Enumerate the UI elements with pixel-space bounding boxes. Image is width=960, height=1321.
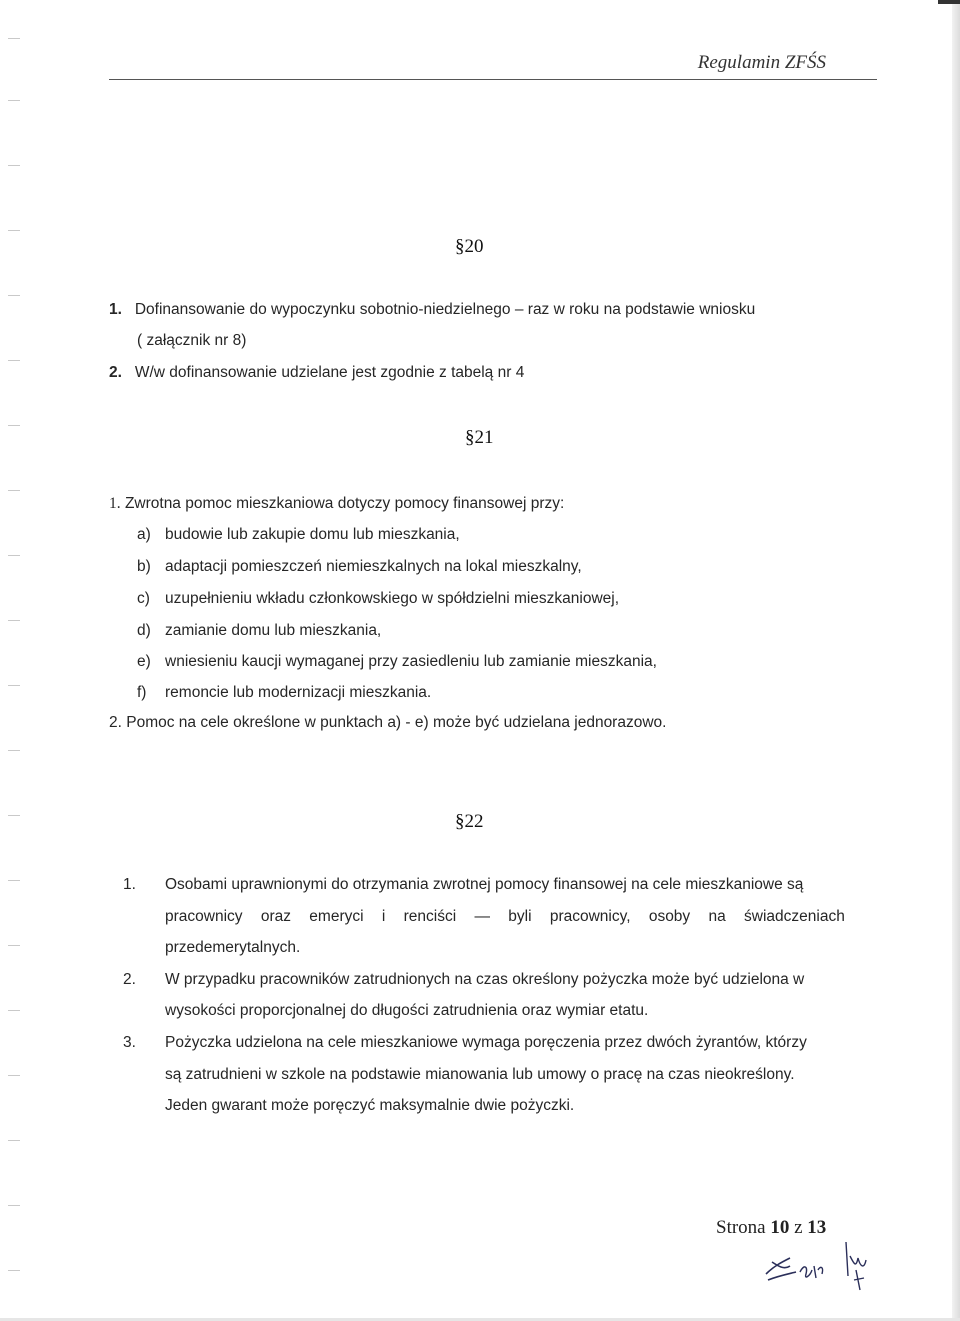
section-22-heading: §22 [455,811,484,832]
s20-item-2-num: 2. [109,364,122,381]
s22-item-1-line-3: przedemerytalnych. [165,939,301,956]
s21-sub-b-text: adaptacji pomieszczeń niemieszkalnych na lokal mieszkalny, [165,558,582,575]
s22-item-1-line-2 [165,907,845,927]
s21-intro-text: Zwrotna pomoc mieszkaniowa dotyczy pomocy finansowej przy: [124,495,565,512]
s20-item-2-text: W/w dofinansowanie udzielane jest zgodnie z tabelą nr 4 [134,364,525,381]
binder-mark [8,685,20,686]
s21-sub-c [137,589,619,609]
s21-sub-f-text: remoncie lub modernizacji mieszkania. [165,684,432,701]
s22-item-3-line-3: Jeden gwarant może poręczyć maksymalnie dwie pożyczki. [165,1097,575,1114]
s20-item-1-num: 1. [109,301,122,318]
header-rule [109,79,877,80]
s21-sub-b [137,557,582,577]
s21-p2 [109,713,666,733]
binder-margin-marks [0,0,30,1321]
binder-mark [8,945,20,946]
s21-sub-f-letter: f) [137,684,147,701]
binder-mark [8,230,20,231]
s21-sub-d-text: zamianie domu lub mieszkania, [165,622,382,639]
s22-item-2-num: 2. [123,971,136,988]
s22-item-1-num: 1. [123,876,136,893]
s21-sub-c-text: uzupełnieniu wkładu członkowskiego w spółdzielni mieszkaniowej, [165,590,620,607]
page-number-current: 10 [770,1217,790,1238]
s21-sub-b-letter: b) [137,558,151,575]
s21-sub-e-text: wniesieniu kaucji wymaganej przy zasiedleniu lub zamianie mieszkania, [165,653,657,670]
s21-sub-c-letter: c) [137,590,150,607]
s21-sub-a-text: budowie lub zakupie domu lub mieszkania, [165,526,460,543]
s20-item-1 [109,300,755,320]
s21-sub-d [137,621,381,641]
s21-p2-num: 2. [109,714,122,731]
header-title: Regulamin ZFŚS [697,52,826,73]
s22-item-3-line-2: są zatrudnieni w szkole na podstawie mianowania lub umowy o pracę na czas nieokreślony. [165,1066,795,1083]
handwritten-initials [760,1236,880,1296]
s21-sub-d-letter: d) [137,622,151,639]
binder-mark [8,38,20,39]
binder-mark [8,750,20,751]
section-21-heading: §21 [465,427,494,448]
s22-item-2-line-2: wysokości proporcjonalnej do długości zatrudnienia oraz wymiar etatu. [165,1002,649,1019]
binder-mark [8,815,20,816]
binder-mark [8,1205,20,1206]
binder-mark [8,555,20,556]
section-20-heading: §20 [455,236,484,257]
binder-mark [8,425,20,426]
binder-mark [8,100,20,101]
s22-item-1-line-2-text: pracownicy oraz emeryci i renciści — byli pracownicy, osoby na świadczeniach [165,908,845,925]
s22-item-2-line-1: W przypadku pracowników zatrudnionych na czas określony pożyczka może być udzielona w [165,971,805,988]
s21-p2-text: Pomoc na cele określone w punktach a) - e) może być udzielana jednorazowo. [126,714,667,731]
binder-mark [8,1140,20,1141]
s21-intro-num: 1. [109,495,121,512]
scan-edge [952,0,960,1321]
s21-sub-f [137,683,431,703]
s20-item-2 [109,363,524,383]
s21-sub-a-letter: a) [137,526,151,543]
s21-sub-e [137,652,657,672]
page-number-sep: z [794,1217,803,1238]
scan-corner [938,0,960,4]
page-number-total: 13 [807,1217,827,1238]
binder-mark [8,1010,20,1011]
s21-intro [109,494,564,514]
s20-item-1-text: Dofinansowanie do wypoczynku sobotnio-niedzielnego – raz w roku na podstawie wniosku [134,301,756,318]
s22-item-1-line-1: Osobami uprawnionymi do otrzymania zwrotnej pomocy finansowej na cele mieszkaniowe są [165,876,804,893]
page-number-prefix: Strona [716,1217,766,1238]
s21-sub-a [137,525,460,545]
s22-item-3-num: 3. [123,1034,136,1051]
s22-item-3-line-1: Pożyczka udzielona na cele mieszkaniowe wymaga poręczenia przez dwóch żyrantów, którzy [165,1034,807,1051]
binder-mark [8,620,20,621]
binder-mark [8,1075,20,1076]
binder-mark [8,880,20,881]
binder-mark [8,295,20,296]
s21-sub-e-letter: e) [137,653,151,670]
binder-mark [8,165,20,166]
binder-mark [8,490,20,491]
binder-mark [8,360,20,361]
binder-mark [8,1270,20,1271]
s20-item-1-cont: ( załącznik nr 8) [137,332,247,349]
